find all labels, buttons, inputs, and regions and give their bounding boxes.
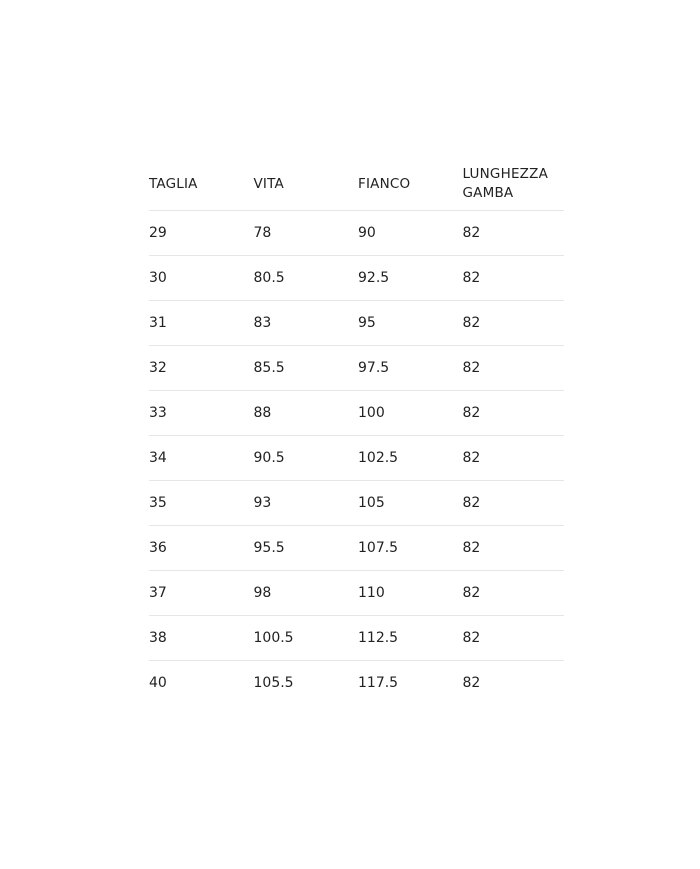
- cell-taglia: 36: [149, 526, 254, 571]
- cell-taglia: 29: [149, 211, 254, 256]
- cell-taglia: 34: [149, 436, 254, 481]
- cell-lunghezza-gamba: 82: [463, 436, 565, 481]
- cell-vita: 105.5: [253, 675, 294, 691]
- cell-vita: 98: [254, 571, 359, 616]
- header-taglia: TAGLIA: [149, 158, 254, 211]
- cell-lunghezza-gamba: 82: [463, 301, 565, 346]
- cell-lunghezza-gamba: 82: [463, 571, 565, 616]
- header-lunghezza-gamba: LUNGHEZZA GAMBA: [463, 158, 565, 211]
- cell-fianco: 97.5: [358, 346, 463, 391]
- cell-vita: 93: [254, 481, 359, 526]
- cell-lunghezza-gamba: 82: [463, 616, 565, 661]
- cell-taglia: 40: [149, 675, 167, 691]
- cell-vita: 85.5: [254, 346, 359, 391]
- cell-lunghezza-gamba: 82: [463, 346, 565, 391]
- table-body: [149, 211, 564, 706]
- cell-fianco: 95: [358, 301, 463, 346]
- table-row: [149, 526, 564, 571]
- cell-lunghezza-gamba: 82: [463, 391, 565, 436]
- cell-taglia: 35: [149, 481, 254, 526]
- cell-fianco: 102.5: [358, 436, 463, 481]
- cell-vita: 100.5: [254, 616, 359, 661]
- header-row: [149, 158, 564, 211]
- cell-fianco: 117.5: [358, 675, 399, 691]
- cell-vita: 95.5: [254, 526, 359, 571]
- table-row: [149, 481, 564, 526]
- cell-lunghezza-gamba: 82: [463, 211, 565, 256]
- table-row: [149, 256, 564, 301]
- cell-fianco: 100: [358, 391, 463, 436]
- table-row: [149, 301, 564, 346]
- cell-vita: 90.5: [254, 436, 359, 481]
- cell-taglia: 30: [149, 256, 254, 301]
- cell-taglia: 33: [149, 391, 254, 436]
- table-row: [149, 436, 564, 481]
- cell-fianco: 112.5: [358, 616, 463, 661]
- table-row: [149, 346, 564, 391]
- cell-vita: 80.5: [254, 256, 359, 301]
- table-row: [149, 571, 564, 616]
- cell-lunghezza-gamba: 82: [462, 675, 481, 691]
- cell-vita: 78: [254, 211, 359, 256]
- cell-lunghezza-gamba: 82: [463, 256, 565, 301]
- cell-taglia: 38: [149, 616, 254, 661]
- table-row: [149, 391, 564, 436]
- cell-lunghezza-gamba: 82: [463, 526, 565, 571]
- cell-fianco: 105: [358, 481, 463, 526]
- table-row: [149, 661, 564, 706]
- cell-lunghezza-gamba: 82: [463, 481, 565, 526]
- cell-fianco: 110: [358, 571, 463, 616]
- table-header: [149, 158, 564, 211]
- cell-taglia: 37: [149, 571, 254, 616]
- table-row: [149, 211, 564, 256]
- cell-vita: 83: [254, 301, 359, 346]
- header-vita: VITA: [254, 158, 359, 211]
- cell-taglia: 32: [149, 346, 254, 391]
- cell-fianco: 92.5: [358, 256, 463, 301]
- cell-taglia: 31: [149, 301, 254, 346]
- cell-fianco: 90: [358, 211, 463, 256]
- table-row: [149, 616, 564, 661]
- header-fianco: FIANCO: [358, 158, 463, 211]
- cell-fianco: 107.5: [358, 526, 463, 571]
- size-chart-table: [149, 158, 564, 705]
- cell-vita: 88: [254, 391, 359, 436]
